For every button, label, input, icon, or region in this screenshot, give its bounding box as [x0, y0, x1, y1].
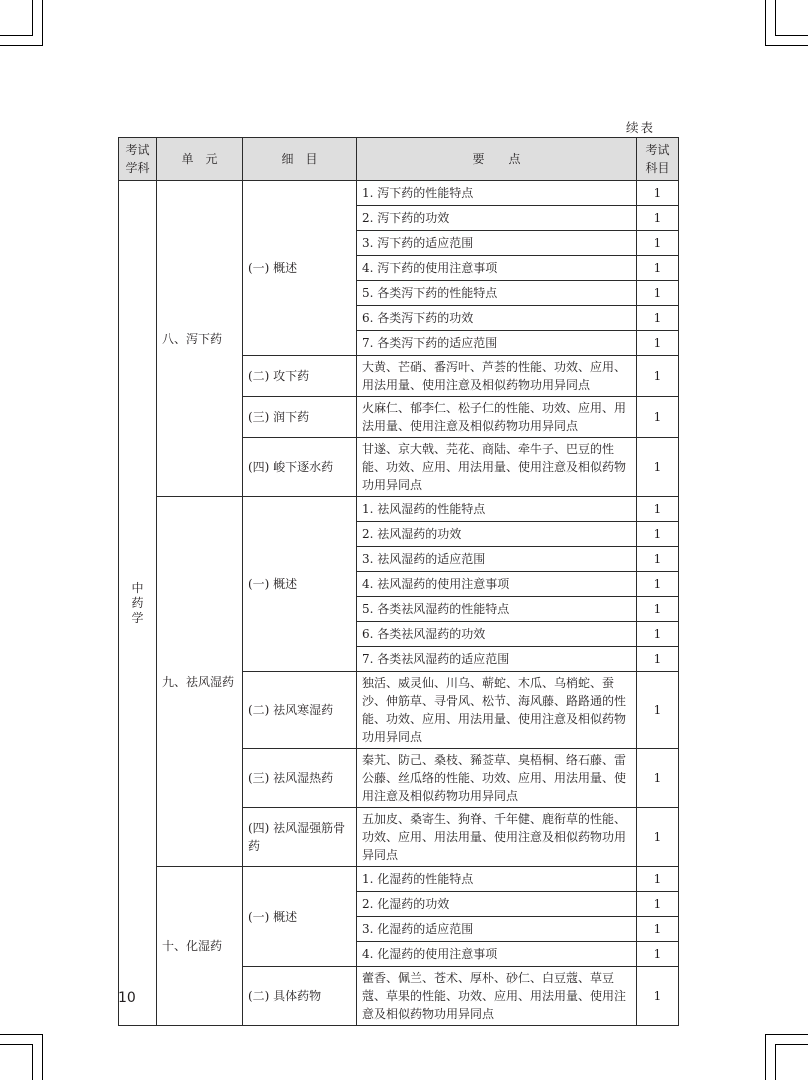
point-cell: 4. 化湿药的使用注意事项 [357, 942, 637, 967]
detail-cell: (二) 攻下药 [243, 356, 357, 397]
point-cell: 2. 祛风湿药的功效 [357, 522, 637, 547]
crop-mark [775, 0, 776, 36]
level-cell: 1 [637, 967, 679, 1026]
level-cell: 1 [637, 622, 679, 647]
point-cell: 1. 泻下药的性能特点 [357, 181, 637, 206]
level-cell: 1 [637, 672, 679, 749]
unit-cell: 十、化湿药 [157, 867, 243, 1026]
point-cell: 5. 各类泻下药的性能特点 [357, 281, 637, 306]
header-level: 考试科目 [637, 138, 679, 181]
level-cell: 1 [637, 397, 679, 438]
level-cell: 1 [637, 281, 679, 306]
detail-cell: (四) 祛风湿强筋骨药 [243, 808, 357, 867]
crop-mark [0, 35, 33, 36]
crop-mark [42, 1034, 43, 1080]
detail-cell: (二) 祛风寒湿药 [243, 672, 357, 749]
crop-mark [32, 0, 33, 36]
level-cell: 1 [637, 647, 679, 672]
point-cell: 1. 祛风湿药的性能特点 [357, 497, 637, 522]
table-header-row [119, 138, 679, 181]
level-cell: 1 [637, 438, 679, 497]
unit-cell: 八、泻下药 [157, 181, 243, 497]
crop-mark [0, 1034, 43, 1035]
detail-cell: (三) 祛风湿热药 [243, 749, 357, 808]
header-unit: 单 元 [157, 138, 243, 181]
point-cell: 独活、威灵仙、川乌、蕲蛇、木瓜、乌梢蛇、蚕沙、伸筋草、寻骨风、松节、海风藤、路路通的性能、功效、应用、用法用量、使用注意及相似药物功用异同点 [357, 672, 637, 749]
crop-mark [775, 1044, 808, 1045]
table-row [119, 497, 679, 522]
point-cell: 藿香、佩兰、苍术、厚朴、砂仁、白豆蔻、草豆蔻、草果的性能、功效、应用、用法用量、使用注意及相似药物功用异同点 [357, 967, 637, 1026]
crop-mark [775, 35, 808, 36]
table-row [119, 867, 679, 892]
point-cell: 3. 祛风湿药的适应范围 [357, 547, 637, 572]
page-number: 10 [118, 990, 136, 1006]
level-cell: 1 [637, 892, 679, 917]
level-cell: 1 [637, 547, 679, 572]
point-cell: 4. 泻下药的使用注意事项 [357, 256, 637, 281]
level-cell: 1 [637, 749, 679, 808]
point-cell: 甘遂、京大戟、芫花、商陆、牵牛子、巴豆的性能、功效、应用、用法用量、使用注意及相似药物功用异同点 [357, 438, 637, 497]
level-cell: 1 [637, 867, 679, 892]
subject-name: 中药学 [131, 580, 144, 625]
point-cell: 6. 各类祛风湿药的功效 [357, 622, 637, 647]
crop-mark [765, 45, 808, 46]
detail-cell: (一) 概述 [243, 867, 357, 967]
detail-cell: (二) 具体药物 [243, 967, 357, 1026]
crop-mark [0, 1044, 33, 1045]
level-cell: 1 [637, 331, 679, 356]
level-cell: 1 [637, 942, 679, 967]
point-cell: 2. 化湿药的功效 [357, 892, 637, 917]
level-cell: 1 [637, 917, 679, 942]
point-cell: 5. 各类祛风湿药的性能特点 [357, 597, 637, 622]
crop-mark [775, 1044, 776, 1080]
syllabus-table [118, 137, 679, 1026]
crop-mark [42, 0, 43, 46]
level-cell: 1 [637, 231, 679, 256]
subject-cell [119, 181, 157, 1026]
continued-table-label: 续表 [626, 120, 656, 135]
header-points: 要 点 [357, 138, 637, 181]
point-cell: 3. 泻下药的适应范围 [357, 231, 637, 256]
point-cell: 2. 泻下药的功效 [357, 206, 637, 231]
crop-mark [765, 0, 766, 46]
point-cell: 7. 各类祛风湿药的适应范围 [357, 647, 637, 672]
level-cell: 1 [637, 522, 679, 547]
level-cell: 1 [637, 256, 679, 281]
point-cell: 秦艽、防己、桑枝、豨莶草、臭梧桐、络石藤、雷公藤、丝瓜络的性能、功效、应用、用法用量、使用注意及相似药物功用异同点 [357, 749, 637, 808]
header-subject: 考试学科 [119, 138, 157, 181]
crop-mark [765, 1034, 766, 1080]
detail-cell: (一) 概述 [243, 181, 357, 356]
detail-cell: (四) 峻下逐水药 [243, 438, 357, 497]
crop-mark [0, 45, 43, 46]
crop-mark [32, 1044, 33, 1080]
level-cell: 1 [637, 206, 679, 231]
crop-mark [765, 1034, 808, 1035]
point-cell: 7. 各类泻下药的适应范围 [357, 331, 637, 356]
point-cell: 6. 各类泻下药的功效 [357, 306, 637, 331]
level-cell: 1 [637, 808, 679, 867]
level-cell: 1 [637, 497, 679, 522]
level-cell: 1 [637, 597, 679, 622]
level-cell: 1 [637, 356, 679, 397]
level-cell: 1 [637, 181, 679, 206]
level-cell: 1 [637, 572, 679, 597]
header-detail: 细 目 [243, 138, 357, 181]
table-row [119, 181, 679, 206]
point-cell: 3. 化湿药的适应范围 [357, 917, 637, 942]
unit-cell: 九、祛风湿药 [157, 497, 243, 867]
point-cell: 大黄、芒硝、番泻叶、芦荟的性能、功效、应用、用法用量、使用注意及相似药物功用异同点 [357, 356, 637, 397]
point-cell: 4. 祛风湿药的使用注意事项 [357, 572, 637, 597]
point-cell: 火麻仁、郁李仁、松子仁的性能、功效、应用、用法用量、使用注意及相似药物功用异同点 [357, 397, 637, 438]
point-cell: 五加皮、桑寄生、狗脊、千年健、鹿衔草的性能、功效、应用、用法用量、使用注意及相似药物功用异同点 [357, 808, 637, 867]
detail-cell: (一) 概述 [243, 497, 357, 672]
detail-cell: (三) 润下药 [243, 397, 357, 438]
point-cell: 1. 化湿药的性能特点 [357, 867, 637, 892]
level-cell: 1 [637, 306, 679, 331]
